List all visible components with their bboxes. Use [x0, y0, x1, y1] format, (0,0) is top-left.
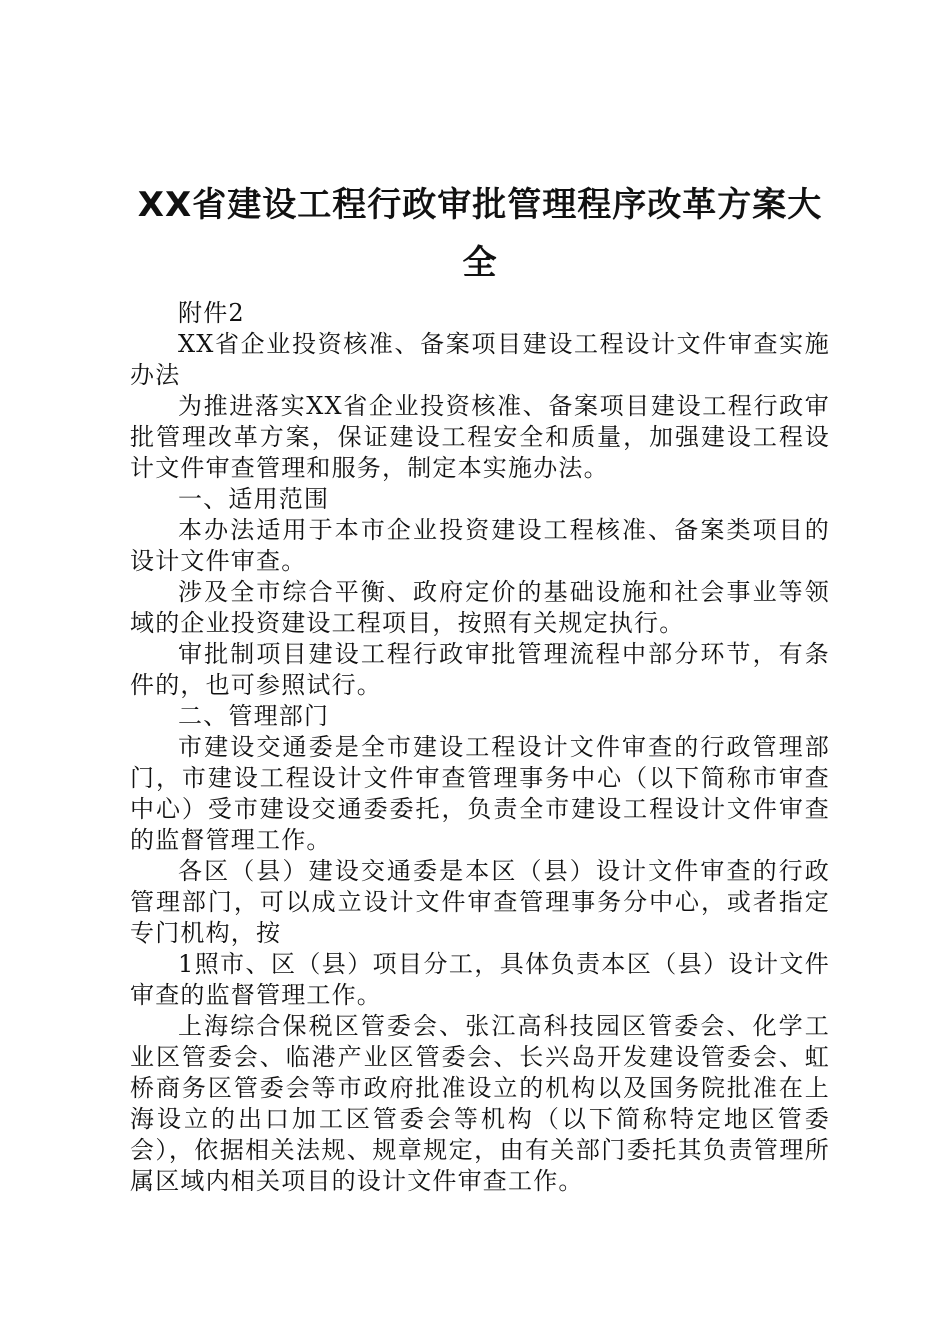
paragraph: 本办法适用于本市企业投资建设工程核准、备案类项目的设计文件审查。 — [130, 516, 830, 575]
paragraph: 涉及全市综合平衡、政府定价的基础设施和社会事业等领域的企业投资建设工程项目，按照有关规定执行。 — [130, 578, 830, 637]
paragraph: 市建设交通委是全市建设工程设计文件审查的行政管理部门，市建设工程设计文件审查管理事务中心（以下简称市审查中心）受市建设交通委委托，负责全市建设工程设计文件审查的监督管理工作。 — [130, 733, 830, 854]
paragraph: 1照市、区（县）项目分工，具体负责本区（县）设计文件审查的监督管理工作。 — [130, 950, 830, 1009]
sub-title: XX省企业投资核准、备案项目建设工程设计文件审查实施办法 — [130, 330, 830, 389]
section-heading-departments: 二、管理部门 — [178, 702, 330, 730]
document-body — [130, 298, 830, 1197]
paragraph: 为推进落实XX省企业投资核准、备案项目建设工程行政审批管理改革方案，保证建设工程安全和质量，加强建设工程设计文件审查管理和服务，制定本实施办法。 — [130, 392, 830, 482]
paragraph: 审批制项目建设工程行政审批管理流程中部分环节，有条件的，也可参照试行。 — [130, 640, 830, 699]
attachment-label: 附件2 — [178, 299, 245, 327]
document-title: XX省建设工程行政审批管理程序改革方案大全 — [137, 185, 823, 283]
paragraph: 各区（县）建设交通委是本区（县）设计文件审查的行政管理部门，可以成立设计文件审查管理事务分中心，或者指定专门机构，按 — [130, 857, 830, 947]
section-heading-scope: 一、适用范围 — [178, 485, 330, 513]
paragraph: 上海综合保税区管委会、张江高科技园区管委会、化学工业区管委会、临港产业区管委会、长兴岛开发建设管委会、虹桥商务区管委会等市政府批准设立的机构以及国务院批准在上海设立的出口加工区管委会等机构（以下简称特定地区管委会），依据相关法规、规章规定，由有关部门委托其负责管理所属区域内相关项目的设计文件审查工作。 — [130, 1012, 830, 1195]
document-page — [130, 176, 830, 1197]
